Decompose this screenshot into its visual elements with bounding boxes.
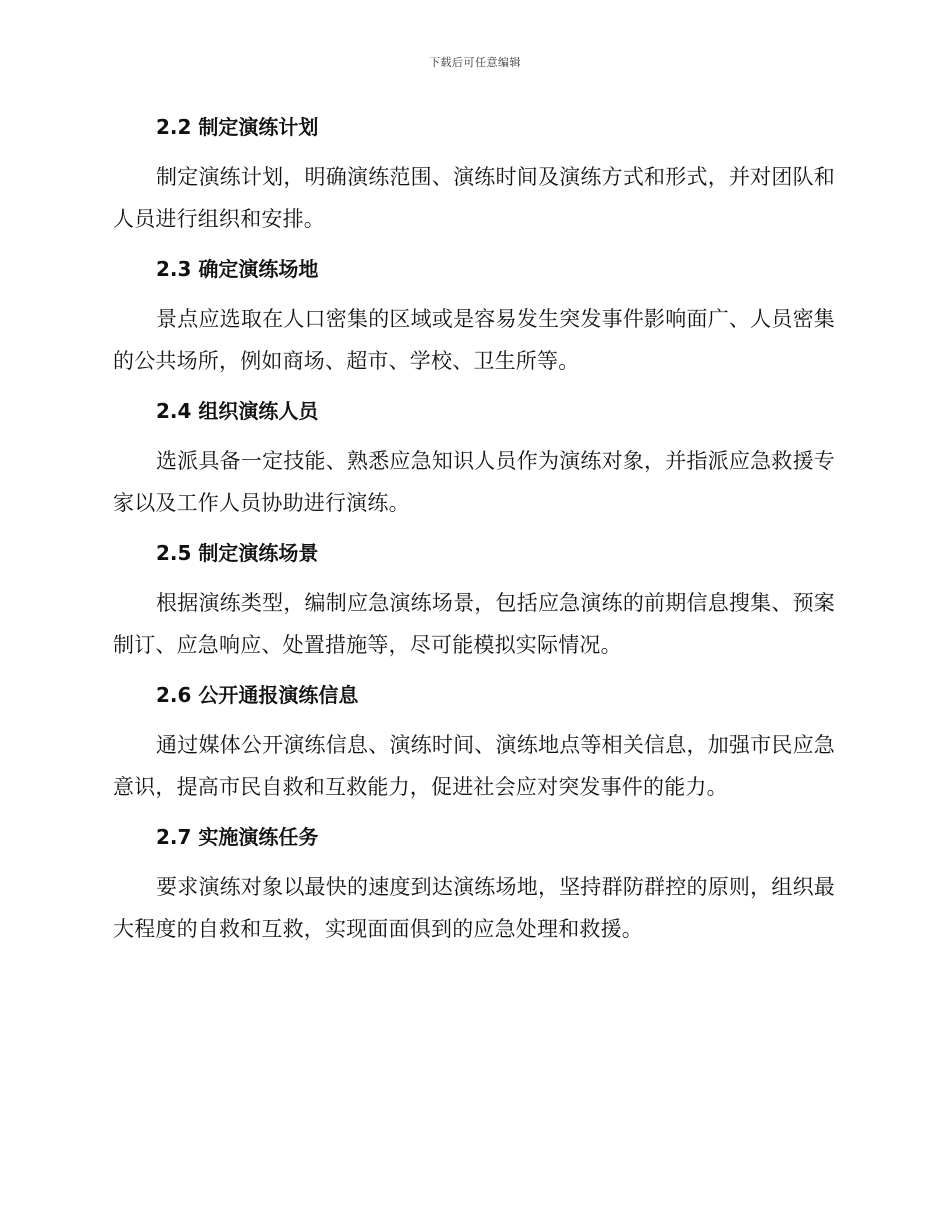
section-heading: 2.7 实施演练任务 <box>156 825 319 849</box>
section-heading: 2.4 组织演练人员 <box>156 399 319 423</box>
document-body <box>113 112 835 964</box>
section-paragraph: 选派具备一定技能、熟悉应急知识人员作为演练对象，并指派应急救援专家以及工作人员协助进行演练。 <box>113 449 835 515</box>
section-paragraph: 景点应选取在人口密集的区域或是容易发生突发事件影响面广、人员密集的公共场所，例如商场、超市、学校、卫生所等。 <box>113 307 835 373</box>
page-header: 下载后可任意编辑 <box>429 56 521 69</box>
section-2-2 <box>113 112 835 240</box>
section-2-6 <box>113 680 835 808</box>
section-heading: 2.2 制定演练计划 <box>156 115 319 139</box>
section-heading: 2.6 公开通报演练信息 <box>156 683 359 707</box>
section-paragraph: 制定演练计划，明确演练范围、演练时间及演练方式和形式，并对团队和人员进行组织和安排。 <box>113 165 835 231</box>
section-heading: 2.3 确定演练场地 <box>156 257 319 281</box>
section-paragraph: 根据演练类型，编制应急演练场景，包括应急演练的前期信息搜集、预案制订、应急响应、处置措施等，尽可能模拟实际情况。 <box>113 591 835 657</box>
section-2-3 <box>113 254 835 382</box>
section-heading: 2.5 制定演练场景 <box>156 541 319 565</box>
section-2-4 <box>113 396 835 524</box>
section-paragraph: 要求演练对象以最快的速度到达演练场地，坚持群防群控的原则，组织最大程度的自救和互救，实现面面俱到的应急处理和救援。 <box>113 875 835 941</box>
section-paragraph: 通过媒体公开演练信息、演练时间、演练地点等相关信息，加强市民应急意识，提高市民自救和互救能力，促进社会应对突发事件的能力。 <box>113 733 835 799</box>
section-2-7 <box>113 822 835 950</box>
section-2-5 <box>113 538 835 666</box>
